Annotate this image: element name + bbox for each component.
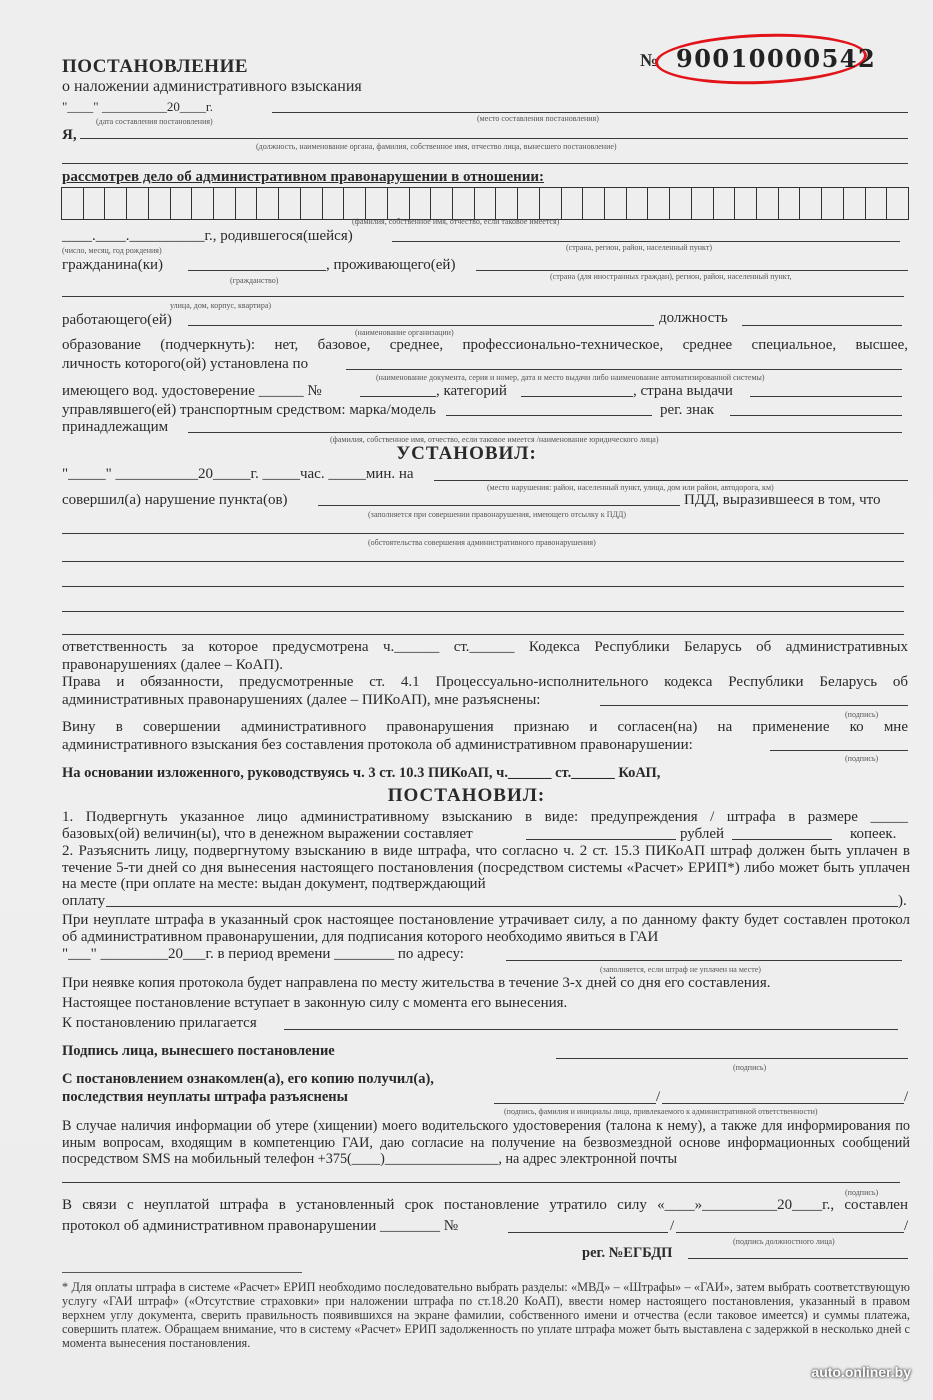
violator-signature-line[interactable] <box>494 1103 656 1104</box>
guilt-text-1: Вину в совершении административного правонарушения признаю и согласен(на) на применение ко мне <box>62 719 908 735</box>
reg-egbdp-line[interactable] <box>688 1258 908 1259</box>
established-heading: УСТАНОВИЛ: <box>396 443 537 464</box>
owner-line[interactable] <box>188 432 902 433</box>
identity-line[interactable] <box>346 369 902 370</box>
name-cell[interactable] <box>105 188 127 219</box>
footnote-divider <box>62 1272 302 1273</box>
acquainted-label-2: последствия неуплаты штрафа разъяснены <box>62 1089 348 1105</box>
reg-sign-line[interactable] <box>730 415 902 416</box>
no-show-text: При неявке копия протокола будет направлена по месту жительства в течение 3-х дней со дня его составления. <box>62 975 771 991</box>
name-cell[interactable] <box>214 188 236 219</box>
violator-name-line[interactable] <box>662 1103 904 1104</box>
violation-label: совершил(а) нарушение пункта(ов) <box>62 492 288 508</box>
effective-text: Настоящее постановление вступает в законную силу с момента его вынесения. <box>62 995 568 1011</box>
license-label: имеющего вод. удостоверение ______ № <box>62 383 322 399</box>
hint-official-signature-2: (подпись должностного лица) <box>733 1237 835 1246</box>
basis-text: На основании изложенного, руководствуясь ч. 3 ст. 10.3 ПИКоАП, ч.______ ст.______ КоАП, <box>62 765 661 781</box>
name-cell[interactable] <box>344 188 366 219</box>
decision-item-2: 2. Разъяснить лицу, подвергнутому взысканию в виде штрафа, что согласно ч. 2 ст. 15.3 ПИКоАП штраф должен быть уплачен в течение 5-ти дней со дня вынесения настоящего постановления (посредством системы «Расчет» ЕРИП*) либо может быть уплачен на месте (при оплате на месте: выдан документ, подтверждающий <box>62 843 910 892</box>
official-signature-label: Подпись лица, вынесшего постановление <box>62 1043 335 1059</box>
protocol-label: протокол об административном правонарушении ________ № <box>62 1218 459 1234</box>
name-cell[interactable] <box>866 188 888 219</box>
guilt-text-2: административного взыскания без составления протокола об административном правонарушении: <box>62 737 693 753</box>
categories-label: , категорий <box>436 383 507 399</box>
violation-points-line[interactable] <box>318 505 680 506</box>
name-cell[interactable] <box>388 188 410 219</box>
categories-line[interactable] <box>521 396 633 397</box>
residing-label: , проживающего(ей) <box>326 257 456 273</box>
name-cell[interactable] <box>192 188 214 219</box>
hint-org: (наименование организации) <box>355 328 454 337</box>
appear-address-line[interactable] <box>506 960 902 961</box>
ya-label: Я, <box>62 127 77 143</box>
name-cell[interactable] <box>62 188 84 219</box>
protocol-number-line[interactable] <box>508 1232 668 1233</box>
name-cell[interactable] <box>496 188 518 219</box>
name-cell[interactable] <box>562 188 584 219</box>
circumstances-line-1[interactable] <box>62 533 904 534</box>
amount-rubles-line[interactable] <box>526 839 676 840</box>
name-cell[interactable] <box>714 188 736 219</box>
name-cell[interactable] <box>540 188 562 219</box>
considering-label: рассмотрев дело об административном правонарушении в отношении: <box>62 169 545 185</box>
official-field-line[interactable] <box>80 138 908 139</box>
hint-violator: (подпись, фамилия и инициалы лица, привлекаемого к административной ответственности) <box>504 1107 818 1116</box>
vehicle-label: управлявшего(ей) транспортным средством: марка/модель <box>62 402 436 418</box>
hint-circumstances: (обстоятельства совершения административного правонарушения) <box>368 538 596 547</box>
liability-text-1: ответственность за которое предусмотрена ч.______ ст.______ Кодекса Республики Беларусь об административных <box>62 639 908 655</box>
official-signature-line[interactable] <box>556 1058 908 1059</box>
hint-signature-email: (подпись) <box>845 1188 879 1197</box>
hint-violation: (заполняется при совершении правонарушения, имеющего отсылку к ПДД) <box>368 510 627 519</box>
hint-appear: (заполняется, если штраф не уплачен на месте) <box>600 965 761 974</box>
document-title: ПОСТАНОВЛЕНИЕ <box>62 56 249 77</box>
name-cell[interactable] <box>844 188 866 219</box>
attached-label: К постановлению прилагается <box>62 1015 257 1031</box>
circumstances-line-4[interactable] <box>62 611 904 612</box>
circumstances-line-3[interactable] <box>62 586 904 587</box>
hint-official: (должность, наименование органа, фамилия, собственное имя, отчество лица, вынесшего постановление) <box>256 142 617 151</box>
slash-2: / <box>904 1089 909 1105</box>
name-cell[interactable] <box>583 188 605 219</box>
name-cell[interactable] <box>149 188 171 219</box>
decision-item-1b: базовых(ой) величин(ы), что в денежном выражении составляет <box>62 826 473 842</box>
address-line[interactable] <box>62 296 904 297</box>
position-label: должность <box>659 310 728 326</box>
guilt-signature-line[interactable] <box>770 750 908 751</box>
name-cell[interactable] <box>171 188 193 219</box>
decision-item-1: 1. Подвергнуть указанное лицо административному взысканию в виде: предупреждения / штрафа в размере _____ <box>62 809 908 825</box>
rubles-label: рублей <box>680 826 725 842</box>
identity-label: личность которого(ой) установлена по <box>62 356 309 372</box>
kopecks-label: копеек. <box>850 826 897 842</box>
hint-name: (фамилия, собственное имя, отчество, если таковое имеется) <box>352 217 560 226</box>
education-options: образование (подчеркнуть): нет, базовое, среднее, профессионально-техническое, среднее специальное, высшее, <box>62 337 908 353</box>
birth-place-line[interactable] <box>392 241 900 242</box>
official-field-line-2[interactable] <box>62 163 908 164</box>
expired-text: В связи с неуплатой штрафа в установленный срок постановление утратило силу «____»__________20____г., составлен <box>62 1197 908 1213</box>
name-cell[interactable] <box>323 188 345 219</box>
name-cell[interactable] <box>822 188 844 219</box>
violation-place-line[interactable] <box>434 480 908 481</box>
name-cell[interactable] <box>410 188 432 219</box>
name-cell[interactable] <box>127 188 149 219</box>
hint-signature-rights: (подпись) <box>845 710 879 719</box>
name-cell[interactable] <box>670 188 692 219</box>
reg-egbdp-label: рег. №ЕГБДП <box>582 1245 673 1261</box>
owner-label: принадлежащим <box>62 419 169 435</box>
hint-violation-place: (место нарушения: район, населенный пункт, улица, дом или район, автодорога, км) <box>487 483 774 492</box>
name-cell[interactable] <box>735 188 757 219</box>
pdd-label: ПДД, выразившееся в том, что <box>684 492 881 508</box>
hint-owner: (фамилия, собственное имя, отчество, если таковое имеется /наименование юридического лица) <box>330 435 659 444</box>
vehicle-line[interactable] <box>446 415 652 416</box>
rights-text-1: Права и обязанности, предусмотренные ст. 4.1 Процессуально-исполнительного кодекса Республики Беларусь об <box>62 674 908 690</box>
acquainted-label-1: С постановлением ознакомлен(а), его копию получил(а), <box>62 1071 434 1087</box>
hint-official-signature: (подпись) <box>733 1063 767 1072</box>
license-number-line[interactable] <box>360 396 436 397</box>
name-cell[interactable] <box>779 188 801 219</box>
residence-line[interactable] <box>476 270 908 271</box>
hint-address: улица, дом, корпус, квартира) <box>170 301 272 310</box>
hint-birth-date: (число, месяц, год рождения) <box>62 246 162 255</box>
rights-signature-line[interactable] <box>600 705 908 706</box>
liability-text-2: правонарушениях (далее – КоАП). <box>62 657 283 673</box>
hint-identity: (наименование документа, серия и номер, дата и место выдачи либо наименование автоматизированной системы) <box>376 373 765 382</box>
country-line[interactable] <box>750 396 902 397</box>
name-cell[interactable] <box>605 188 627 219</box>
name-cell[interactable] <box>757 188 779 219</box>
decided-heading: ПОСТАНОВИЛ: <box>387 785 546 806</box>
name-cell[interactable] <box>692 188 714 219</box>
circumstances-line-2[interactable] <box>62 561 904 562</box>
birth-field[interactable]: ____.____.__________г., родившегося(шейся) <box>62 228 353 244</box>
slash-4: / <box>904 1218 909 1234</box>
attached-line[interactable] <box>284 1029 898 1030</box>
name-cell[interactable] <box>236 188 258 219</box>
country-label: , страна выдачи <box>633 383 733 399</box>
payment-doc-line[interactable] <box>106 906 898 907</box>
name-cell[interactable] <box>257 188 279 219</box>
payment-doc-label: оплату <box>62 893 106 909</box>
slash-1: / <box>656 1089 661 1105</box>
place-field-line[interactable] <box>272 112 908 113</box>
circumstances-line-5[interactable] <box>62 634 904 635</box>
name-cell[interactable] <box>301 188 323 219</box>
name-cell[interactable] <box>84 188 106 219</box>
position-line[interactable] <box>742 325 902 326</box>
name-cell[interactable] <box>279 188 301 219</box>
name-cell[interactable] <box>627 188 649 219</box>
name-cell[interactable] <box>431 188 453 219</box>
working-label: работающего(ей) <box>62 312 172 328</box>
citizen-label: гражданина(ки) <box>62 257 164 273</box>
date-field[interactable]: "____" __________20____г. <box>62 99 213 114</box>
name-cell[interactable] <box>366 188 388 219</box>
number-sign: № <box>640 50 659 70</box>
payment-doc-close: ). <box>898 893 907 909</box>
name-cell[interactable] <box>475 188 497 219</box>
hint-place: (место составления постановления) <box>477 114 599 123</box>
name-grid[interactable] <box>61 187 909 220</box>
appear-datetime[interactable]: "___" _________20___г. в период времени ________ по адресу: <box>62 946 464 962</box>
footnote-text: * Для оплаты штрафа в системе «Расчет» ЕРИП необходимо последовательно выбрать разделы: «МВД» – «Штрафы» – «ГАИ», затем выбрать соответствующую услугу «ГАИ штраф» («Отсутствие страховки» при наложении штрафа по ст.18.20 КоАП), ввести номер настоящего постановления, указанный в правом верхнем углу документа, сверить правильность появившихся на экране фамилии, собственного имени и отчества (если таковое имеется) и суммы платежа, совершить платеж. Обращаем внимание, что в систему «Расчет» ЕРИП задолженность по уплате штрафа может быть выставлена с задержкой в несколько дней с момента вынесения постановления. <box>62 1280 910 1350</box>
name-cell[interactable] <box>648 188 670 219</box>
name-cell[interactable] <box>453 188 475 219</box>
amount-kopecks-line[interactable] <box>732 839 832 840</box>
citizenship-line[interactable] <box>188 270 326 271</box>
hint-birth-place: (страна, регион, район, населенный пункт) <box>566 243 712 252</box>
email-line[interactable] <box>62 1182 900 1183</box>
name-cell[interactable] <box>887 188 908 219</box>
name-cell[interactable] <box>800 188 822 219</box>
hint-date: (дата составления постановления) <box>96 117 213 126</box>
hint-citizenship: (гражданство) <box>230 276 279 285</box>
violation-datetime[interactable]: "_____" ___________20_____г. _____час. _____мин. на <box>62 466 414 482</box>
sms-consent-text: В случае наличия информации об утере (хищении) моего водительского удостоверения (талона к нему), а также для информирования по иным вопросам, входящим в компетенцию ГАИ, даю согласие на получение на безвозмездной основе информационных сообщений посредством SMS на мобильный телефон +375(____)________________, на адрес электронной почты <box>62 1118 910 1167</box>
document-number: 90010000542 <box>676 44 877 73</box>
official-sign-line[interactable] <box>676 1232 904 1233</box>
hint-signature-guilt: (подпись) <box>845 754 879 763</box>
watermark: auto.onliner.by <box>811 1364 911 1380</box>
hint-residence: (страна (для иностранных граждан), регион, район, населенный пункт, <box>550 272 792 281</box>
slash-3: / <box>670 1218 675 1234</box>
organization-line[interactable] <box>188 325 654 326</box>
nonpayment-text: При неуплате штрафа в указанный срок настоящее постановление утрачивает силу, а по данному факту будет составлен протокол об административном правонарушении, для подписания которого необходимо явиться в ГАИ <box>62 912 910 945</box>
reg-sign-label: рег. знак <box>660 402 715 418</box>
document-subtitle: о наложении административного взыскания <box>62 78 362 95</box>
name-cell[interactable] <box>518 188 540 219</box>
rights-text-2: административных правонарушениях (далее – ПИКоАП), мне разъяснены: <box>62 692 541 708</box>
